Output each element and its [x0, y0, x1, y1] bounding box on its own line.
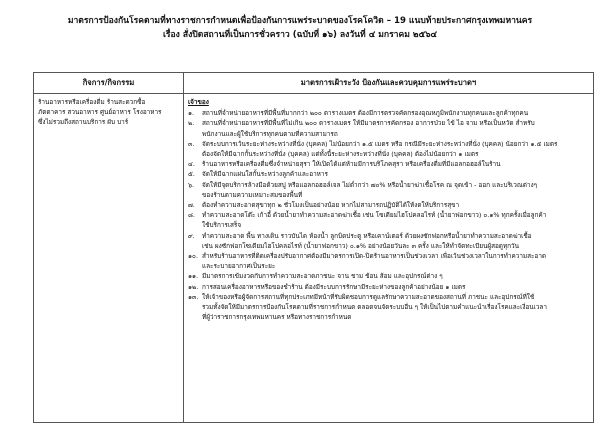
measures-list [188, 108, 589, 322]
item-text-line: รวมทั้งจัดให้มีมาตรการป้องกันโรคตามที่ราชการกำหนด ตลอดจนจัดระบบอื่น ๆ ให้เป็นไปตามคำแนะนำเรื่องโรคและเงื่อนเวลา [202, 303, 547, 312]
item-number: ๕. [188, 170, 195, 179]
item-number: ๑๒. [188, 282, 199, 291]
item-text-line: ต้องทำความสะอาดสุขาทุก ๒ ชั่วโมงเป็นอย่างน้อย หากไม่สามารถปฏิบัติได้ให้งดให้บริการสุขา [202, 201, 460, 210]
list-item [188, 180, 589, 200]
item-text-line: มีมาตรการเข้มงวดกับการทำความสะอาดภาชนะ จาน ชาม ช้อน ส้อม และอุปกรณ์ต่าง ๆ [202, 272, 443, 281]
header-title-line-2: เรื่อง สั่งปิดสถานที่เป็นการชั่วคราว (ฉบับที่ ๑๖) ลงวันที่ ๔ มกราคม ๒๕๖๔ [162, 30, 438, 40]
measures-cell [184, 94, 594, 423]
item-number: ๓. [188, 139, 195, 148]
item-number: ๗. [188, 201, 195, 210]
table-row [34, 94, 594, 423]
item-number: ๔. [188, 160, 195, 169]
item-text-line: ของร้านตามความเหมาะสมของพื้นที่ [202, 190, 303, 199]
activity-line: ภัตตาคาร สวนอาหาร ศูนย์อาหาร โรงอาหาร [38, 108, 162, 117]
item-number: ๒. [188, 119, 195, 128]
item-text-line: ร้านอาหารหรือเครื่องดื่มซึ่งจำหน่ายสุรา ให้เปิดได้แต่ห้ามมีการบริโภคสุรา หรือเครื่องดื่มที่มีแอลกอฮอล์ในร้าน [202, 160, 501, 169]
item-text-line: ที่ผู้ว่าราชการกรุงเทพมหานคร หรือทางราชการกำหนด [202, 313, 352, 322]
owner-subheading: เจ้าของ [188, 98, 209, 106]
item-text-line: การสอนเครื่องอาหารหรือของชำร้าน ต้องมีระบบการรักษามีระยะห่างของลูกค้าอย่างน้อย ๑ เมตร [202, 282, 466, 291]
list-item [188, 210, 589, 230]
list-item [188, 292, 589, 323]
item-text [202, 271, 589, 281]
list-item [188, 159, 589, 169]
list-item [188, 231, 589, 251]
measures-column-header: มาตรการเฝ้าระวัง ป้องกันและควบคุมการแพร่ระบาดฯ [184, 73, 594, 94]
item-text-line: สำหรับร้านอาหารที่ติดเครื่องปรับอากาศต้องมีมาตรการเปิด-ปิดร้านอาหารเป็นช่วงเวลา เพื่อเว้นช่วงเวลาในการทำความสะอาด [202, 252, 547, 261]
item-number: ๑๐. [188, 252, 198, 261]
item-text-line: และระบายอากาศเป็นระยะ [202, 262, 276, 271]
item-text [202, 282, 589, 292]
item-text [202, 169, 589, 179]
item-text-line: เช่น ผงซักฟอกโซเดียมไฮโปคลอไรท์ (น้ำยาฟอกขาว) ๐.๑% อย่างน้อยวันละ ๓ ครั้ง และให้ทำจัดทะเบียนผู้สอดูทุกวัน [202, 241, 519, 250]
document-header [0, 14, 600, 42]
item-text-line: ทำความสะอาด พื้น ทางเดิน ราวบันได ห้องน้ำ ลูกบิดประตู หรือเคาน์เตอร์ ด้วยผงซักฟอกหรือน้ำยาทำความสะอาดฆ่าเชื้อ [202, 231, 532, 240]
item-text-line: ทำความสะอาดโต๊ะ เก้าอี้ ด้วยน้ำยาทำความสะอาดฆ่าเชื้อ เช่น โซเดียมไฮโปคลอไรท์ (น้ำยาฟอกขาว) ๐.๑% ทุกครั้งเมื่อลูกค้า [202, 211, 547, 220]
measures-table [33, 72, 594, 423]
header-title-line-1: มาตรการป้องกันโรคตามที่ทางราชการกำหนดเพื่อป้องกันการแพร่ระบาดของโรคโควิด – 19 แนบท้ายประกาศกรุงเทพมหานคร [67, 16, 533, 26]
item-text-line: ต้องจัดให้มีฉากกั้นระหว่างที่นั่ง (บุคคล) แต่ทั้งนี้ระยะห่างระหว่างที่นั่ง (บุคคล) ต้องไม่น้อยกว่า ๑ เมตร [202, 150, 479, 159]
activity-line: ร้านอาหารหรือเครื่องดื่ม ร้านสะดวกซื้อ [38, 98, 146, 106]
item-text [202, 159, 589, 169]
item-number: ๖. [188, 180, 195, 189]
list-item [188, 139, 589, 159]
item-number: ๑. [188, 109, 195, 118]
table-header-row [34, 73, 594, 94]
activity-column-header: กิจการ/กิจกรรม [34, 73, 184, 94]
item-text-line: จัดให้มีฉากแผ่นใสกั้นระหว่างลูกค้าและอาหาร [202, 170, 328, 179]
item-text [202, 292, 589, 323]
item-text [202, 118, 589, 138]
item-text-line: จัดระบบการเว้นระยะห่างระหว่างที่นั่ง (บุคคล) ไม่น้อยกว่า ๑.๕ เมตร หรือ กรณีมีระยะห่างระหว่างที่นั่ง (บุคคล) น้อยกว่า ๑.๕ เมตร [202, 139, 558, 148]
list-item [188, 118, 589, 138]
item-text [202, 139, 589, 159]
activity-cell [34, 94, 184, 423]
item-text-line: ใช้บริการเสร็จ [202, 221, 242, 230]
item-text-line: จัดให้มีจุดบริการล้างมือด้วยสบู่ หรือแอลกอฮอล์เจล ไม่ต่ำกว่า ๗๐% หรือน้ำยาฆ่าเชื้อโรค ณ จุดเข้า - ออก และบริเวณต่างๆ [202, 180, 538, 189]
item-text [202, 251, 589, 271]
item-text [202, 200, 589, 210]
item-text [202, 210, 589, 230]
item-text-line: สถานที่จำหน่ายอาหารที่มีพื้นที่ไม่เกิน ๒๐๐ ตารางเมตร ให้มีมาตรการคัดกรอง อาการป่วย ไข้ ไอ จาม หรือเป็นหวัด สำหรับ [202, 119, 535, 128]
item-text [202, 231, 589, 251]
list-item [188, 169, 589, 179]
list-item [188, 200, 589, 210]
item-text-line: สถานที่จำหน่ายอาหารที่มีพื้นที่มากกว่า ๒๐๐ ตารางเมตร ต้องมีการตรวจคัดกรองอุณหภูมิพนักงานทุกคนและลูกค้าทุกคน [202, 109, 529, 118]
list-item [188, 271, 589, 281]
list-item [188, 108, 589, 118]
item-number: ๘. [188, 211, 195, 220]
list-item [188, 282, 589, 292]
item-text [202, 108, 589, 118]
item-text-line: พนักงานและผู้ใช้บริการทุกคนตามที่ความสามารถ [202, 129, 338, 138]
item-number: ๑๓. [188, 292, 199, 301]
activity-line: ซึ่งไม่รวมถึงสถานบริการ ผับ บาร์ [38, 118, 129, 127]
item-number: ๑๑. [188, 272, 199, 281]
list-item [188, 251, 589, 271]
item-number: ๙. [188, 231, 195, 240]
item-text-line: ให้เจ้าของหรือผู้จัดการสถานที่ทุกประเภทมีหน้าที่รับผิดชอบการดูแลรักษาความสะอาดของสถานที่ ภาชนะ และอุปกรณ์ที่ใช้ [202, 292, 535, 301]
item-text [202, 180, 589, 200]
